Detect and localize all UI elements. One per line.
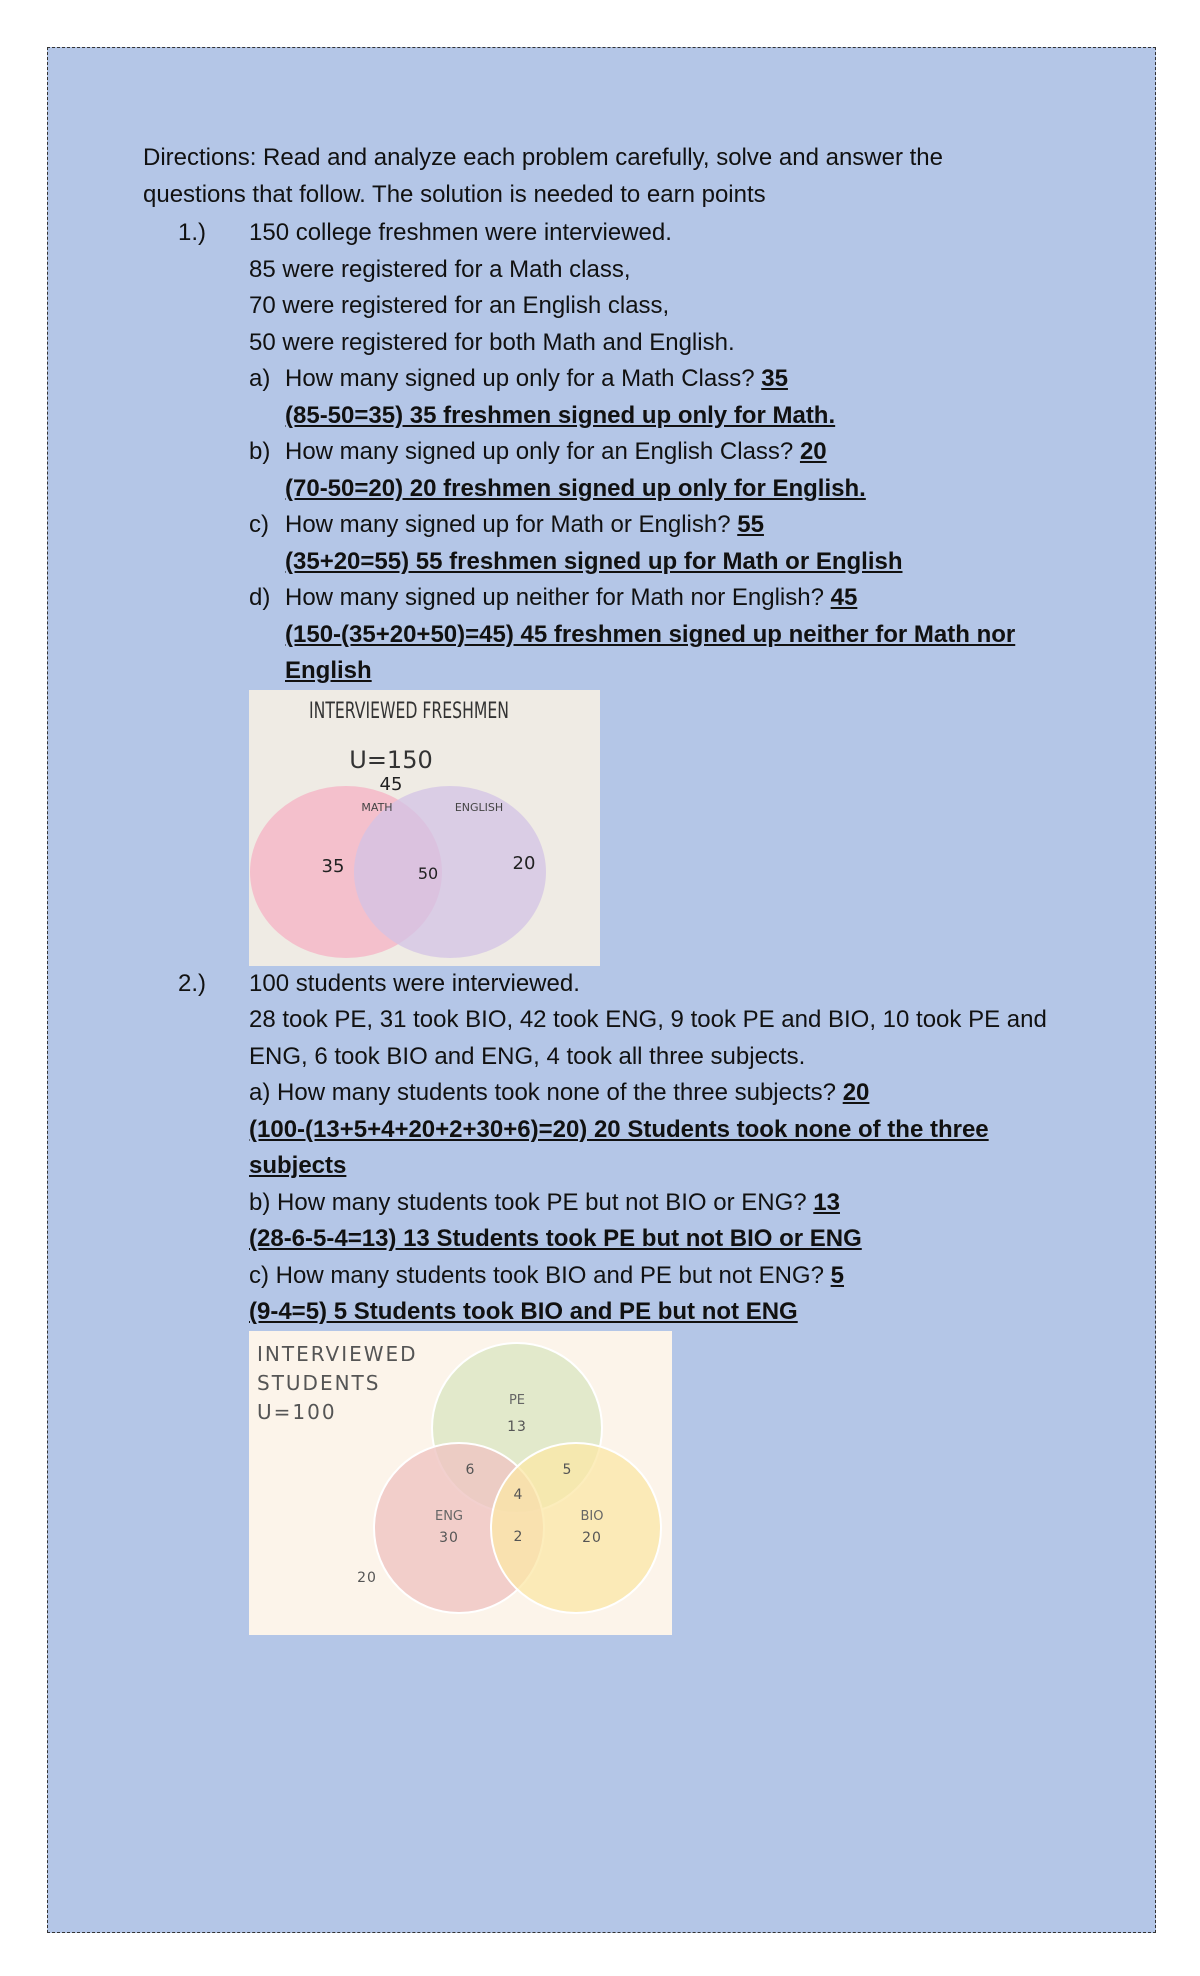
directions-line: questions that follow. The solution is needed to earn points (143, 180, 766, 208)
directions (143, 140, 1103, 213)
venn-bio-only: 20 (582, 1529, 602, 1546)
venn-pe-only: 13 (507, 1418, 527, 1435)
answer: 5 (830, 1261, 844, 1289)
venn-pe-label: PE (508, 1392, 526, 1408)
venn-universe: U=150 (349, 745, 433, 774)
venn-students-figure (249, 1331, 672, 1635)
venn-english-only: 20 (512, 852, 536, 874)
venn-both: 50 (417, 863, 439, 883)
problem-number: 1.) (178, 219, 207, 246)
answer: 45 (830, 584, 858, 611)
venn-all-three: 4 (513, 1486, 523, 1503)
solution: (9-4=5) 5 Students took BIO and PE but not ENG (249, 1298, 798, 1325)
solution: English (285, 657, 372, 684)
question-a (249, 361, 1103, 434)
question-letter: b) (249, 438, 271, 465)
venn-bio-label: BIO (580, 1508, 604, 1524)
question-text: How many signed up only for an English Class? (285, 438, 794, 465)
problem-2 (143, 966, 1103, 1635)
venn-freshmen-figure (249, 690, 600, 966)
problem-line: 70 were registered for an English class, (249, 292, 670, 319)
problem-line: 50 were registered for both Math and English. (249, 328, 735, 356)
question-text: How many signed up only for a Math Class? (285, 365, 755, 392)
question-letter: c) (249, 511, 269, 538)
problem-number: 2.) (178, 969, 207, 997)
venn-eng-label: ENG (434, 1508, 464, 1524)
answer: 20 (799, 438, 827, 465)
document-page (47, 47, 1156, 1933)
question-text: How many signed up neither for Math nor English? (285, 584, 824, 611)
solution: (100-(13+5+4+20+2+30+6)=20) 20 Students took none of the three (249, 1115, 989, 1143)
solution: (35+20=55) 55 freshmen signed up for Math or English (285, 547, 903, 575)
venn-bio-circle (491, 1443, 661, 1613)
answer: 35 (761, 365, 788, 392)
question-text: a) How many students took none of the three subjects? (249, 1079, 837, 1106)
venn-outside-value: 45 (379, 773, 403, 795)
problem-line: 85 were registered for a Math class, (249, 255, 631, 283)
solution: (70-50=20) 20 freshmen signed up only for English. (285, 474, 866, 502)
venn-english-label: ENGLISH (454, 800, 504, 814)
question-letter: d) (249, 584, 271, 611)
question-letter: a) (249, 365, 271, 392)
solution: (85-50=35) 35 freshmen signed up only for Math. (285, 401, 836, 429)
directions-line: Directions: Read and analyze each problem carefully, solve and answer the (143, 144, 943, 171)
question-a (249, 1075, 1103, 1185)
solution: (28-6-5-4=13) 13 Students took PE but not BIO or ENG (249, 1225, 862, 1252)
question-text: How many signed up for Math or English? (285, 511, 731, 538)
question-c (249, 1258, 1103, 1331)
problem-line: 100 students were interviewed. (249, 969, 580, 997)
document-content (143, 140, 1103, 1635)
problem-line: ENG, 6 took BIO and ENG, 4 took all three subjects. (249, 1042, 806, 1070)
venn-title-line: U=100 (257, 1399, 337, 1424)
venn-title-line: INTERVIEWED (257, 1341, 418, 1366)
venn-pe-bio: 5 (562, 1461, 572, 1478)
venn-title: INTERVIEWED FRESHMEN (309, 698, 509, 724)
solution: (150-(35+20+50)=45) 45 freshmen signed up neither for Math nor (285, 620, 1016, 648)
answer: 55 (737, 511, 764, 538)
question-d (249, 580, 1103, 690)
question-text: c) How many students took BIO and PE but not ENG? (249, 1261, 824, 1289)
venn-eng-only: 30 (439, 1529, 459, 1546)
question-b (249, 434, 1103, 507)
answer: 13 (813, 1188, 840, 1216)
problem-1 (143, 215, 1103, 966)
answer: 20 (842, 1079, 870, 1106)
venn-eng-bio: 2 (513, 1528, 523, 1545)
problem-line: 150 college freshmen were interviewed. (249, 219, 672, 246)
venn-outside-value: 20 (357, 1569, 377, 1586)
venn-pe-eng: 6 (465, 1461, 475, 1478)
solution: subjects (249, 1152, 347, 1179)
question-b (249, 1185, 1103, 1258)
venn-math-label: MATH (361, 800, 393, 814)
problem-line: 28 took PE, 31 took BIO, 42 took ENG, 9 took PE and BIO, 10 took PE and (249, 1006, 1047, 1033)
question-c (249, 507, 1103, 580)
question-text: b) How many students took PE but not BIO or ENG? (249, 1188, 807, 1216)
venn-title-line: STUDENTS (257, 1370, 381, 1395)
venn-math-only: 35 (321, 855, 345, 877)
